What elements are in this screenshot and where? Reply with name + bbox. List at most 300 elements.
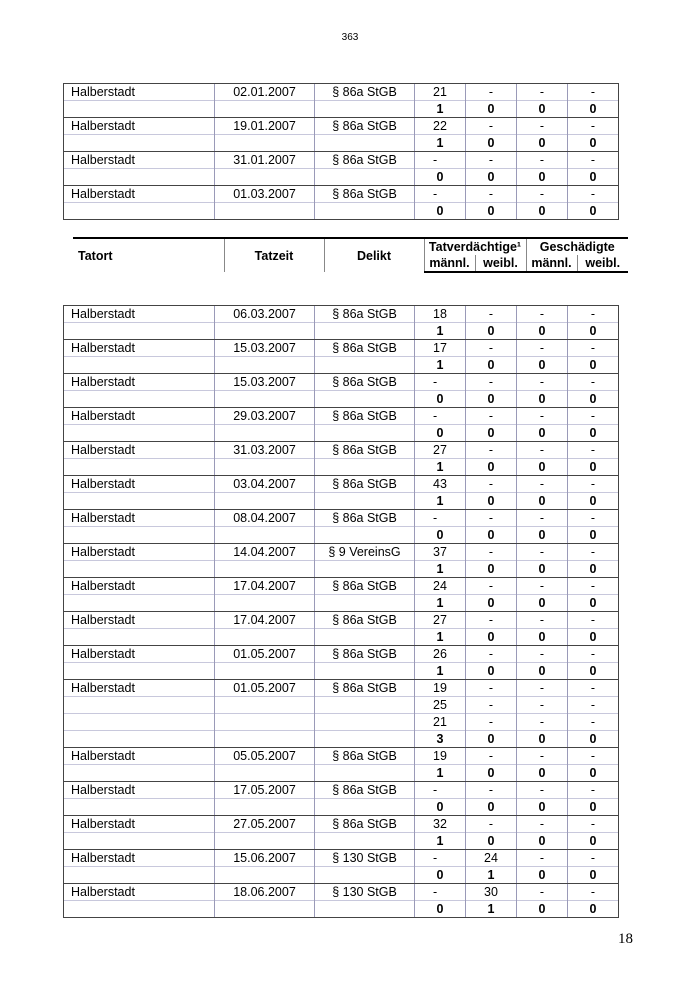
g-maennl-cell: 0 [517, 203, 568, 220]
table-row [64, 850, 619, 867]
g-maennl-cell: 0 [517, 323, 568, 340]
tatort-cell [64, 169, 215, 186]
g-weibl-cell: - [568, 578, 619, 595]
g-weibl-cell: 0 [568, 527, 619, 544]
g-weibl-cell: - [568, 748, 619, 765]
total-row [64, 135, 619, 152]
delikt-cell: § 86a StGB [315, 340, 415, 357]
total-row [64, 459, 619, 476]
delikt-cell: § 86a StGB [315, 374, 415, 391]
g-maennl-cell: - [517, 84, 568, 101]
delikt-cell [315, 663, 415, 680]
tv-maennl-cell: 17 [415, 340, 466, 357]
table-row [64, 152, 619, 169]
g-maennl-cell: - [517, 544, 568, 561]
tv-weibl-cell: - [466, 84, 517, 101]
tv-maennl-cell: 1 [415, 101, 466, 118]
g-weibl-cell: 0 [568, 493, 619, 510]
g-weibl-cell: 0 [568, 459, 619, 476]
g-maennl-cell: 0 [517, 799, 568, 816]
g-maennl-cell: 0 [517, 425, 568, 442]
g-weibl-cell: - [568, 340, 619, 357]
total-row [64, 629, 619, 646]
tatzeit-cell: 14.04.2007 [215, 544, 315, 561]
delikt-cell [315, 323, 415, 340]
tatzeit-cell [215, 867, 315, 884]
g-weibl-cell: - [568, 612, 619, 629]
header-weibl-g: weibl. [577, 255, 628, 272]
tv-weibl-cell: 24 [466, 850, 517, 867]
tatzeit-cell [215, 425, 315, 442]
tatort-cell [64, 799, 215, 816]
tv-weibl-cell: 0 [466, 425, 517, 442]
tatzeit-cell: 31.03.2007 [215, 442, 315, 459]
tatort-cell [64, 135, 215, 152]
tatort-cell [64, 697, 215, 714]
tatort-cell: Halberstadt [64, 510, 215, 527]
tatort-cell [64, 731, 215, 748]
header-maennl-tv: männl. [424, 255, 475, 272]
tv-maennl-cell: 1 [415, 459, 466, 476]
tv-maennl-cell: 24 [415, 578, 466, 595]
tv-maennl-cell: - [415, 510, 466, 527]
tv-weibl-cell: 0 [466, 203, 517, 220]
table-row [64, 84, 619, 101]
tatzeit-cell: 02.01.2007 [215, 84, 315, 101]
tv-maennl-cell: 1 [415, 833, 466, 850]
g-weibl-cell: - [568, 306, 619, 323]
tv-weibl-cell: - [466, 306, 517, 323]
tv-weibl-cell: 0 [466, 595, 517, 612]
g-maennl-cell: - [517, 152, 568, 169]
tv-weibl-cell: - [466, 118, 517, 135]
tv-maennl-cell: 1 [415, 493, 466, 510]
tatort-cell: Halberstadt [64, 612, 215, 629]
delikt-cell: § 9 VereinsG [315, 544, 415, 561]
tatzeit-cell: 15.03.2007 [215, 374, 315, 391]
total-row [64, 833, 619, 850]
g-maennl-cell: 0 [517, 629, 568, 646]
tv-weibl-cell: 1 [466, 867, 517, 884]
tatzeit-cell: 06.03.2007 [215, 306, 315, 323]
g-weibl-cell: - [568, 408, 619, 425]
tatort-cell: Halberstadt [64, 186, 215, 203]
g-maennl-cell: - [517, 884, 568, 901]
header-tatverdaechtige: Tatverdächtige¹ [424, 238, 526, 255]
tatort-cell [64, 101, 215, 118]
g-maennl-cell: - [517, 782, 568, 799]
g-weibl-cell: - [568, 850, 619, 867]
delikt-cell [315, 833, 415, 850]
tatzeit-cell: 19.01.2007 [215, 118, 315, 135]
g-weibl-cell: 0 [568, 663, 619, 680]
tatzeit-cell: 15.03.2007 [215, 340, 315, 357]
tatzeit-cell [215, 527, 315, 544]
g-maennl-cell: - [517, 306, 568, 323]
tv-weibl-cell: - [466, 544, 517, 561]
header-tatzeit: Tatzeit [224, 238, 324, 272]
tv-maennl-cell: 0 [415, 527, 466, 544]
g-weibl-cell: 0 [568, 595, 619, 612]
tatort-cell: Halberstadt [64, 476, 215, 493]
tv-weibl-cell: 0 [466, 493, 517, 510]
tatort-cell: Halberstadt [64, 782, 215, 799]
delikt-cell [315, 203, 415, 220]
g-weibl-cell: - [568, 374, 619, 391]
delikt-cell [315, 731, 415, 748]
total-row [64, 493, 619, 510]
tatort-cell [64, 629, 215, 646]
tv-maennl-cell: 19 [415, 748, 466, 765]
tatort-cell [64, 833, 215, 850]
tatort-cell [64, 561, 215, 578]
table-row [64, 816, 619, 833]
delikt-cell: § 86a StGB [315, 84, 415, 101]
table-row [64, 697, 619, 714]
tatzeit-cell [215, 663, 315, 680]
delikt-cell: § 86a StGB [315, 510, 415, 527]
delikt-cell [315, 901, 415, 918]
tv-maennl-cell: 26 [415, 646, 466, 663]
tatort-cell [64, 527, 215, 544]
tatzeit-cell: 01.05.2007 [215, 680, 315, 697]
tv-weibl-cell: - [466, 714, 517, 731]
table-row [64, 118, 619, 135]
g-weibl-cell: 0 [568, 391, 619, 408]
g-maennl-cell: - [517, 510, 568, 527]
g-weibl-cell: - [568, 186, 619, 203]
tv-maennl-cell: - [415, 782, 466, 799]
tatort-cell: Halberstadt [64, 152, 215, 169]
delikt-cell: § 130 StGB [315, 884, 415, 901]
delikt-cell: § 86a StGB [315, 578, 415, 595]
table-row [64, 578, 619, 595]
tatzeit-cell: 17.04.2007 [215, 612, 315, 629]
tv-weibl-cell: 30 [466, 884, 517, 901]
tv-maennl-cell: 3 [415, 731, 466, 748]
g-maennl-cell: 0 [517, 901, 568, 918]
delikt-cell [315, 391, 415, 408]
tv-weibl-cell: - [466, 186, 517, 203]
total-row [64, 391, 619, 408]
tv-weibl-cell: - [466, 816, 517, 833]
tv-weibl-cell: 0 [466, 629, 517, 646]
tatort-cell: Halberstadt [64, 442, 215, 459]
tatzeit-cell [215, 101, 315, 118]
g-maennl-cell: - [517, 816, 568, 833]
tv-maennl-cell: 25 [415, 697, 466, 714]
g-weibl-cell: - [568, 118, 619, 135]
tatzeit-cell: 31.01.2007 [215, 152, 315, 169]
tv-maennl-cell: 0 [415, 391, 466, 408]
delikt-cell: § 86a StGB [315, 782, 415, 799]
delikt-cell [315, 459, 415, 476]
column-header [73, 237, 628, 273]
g-weibl-cell: 0 [568, 629, 619, 646]
tatort-cell: Halberstadt [64, 118, 215, 135]
tatzeit-cell [215, 833, 315, 850]
tatort-cell: Halberstadt [64, 306, 215, 323]
tatort-cell: Halberstadt [64, 748, 215, 765]
delikt-cell: § 86a StGB [315, 306, 415, 323]
table-row [64, 510, 619, 527]
tatzeit-cell [215, 323, 315, 340]
delikt-cell: § 86a StGB [315, 118, 415, 135]
tv-maennl-cell: 1 [415, 595, 466, 612]
tv-maennl-cell: 0 [415, 867, 466, 884]
g-weibl-cell: - [568, 510, 619, 527]
g-weibl-cell: 0 [568, 867, 619, 884]
delikt-cell [315, 135, 415, 152]
tv-maennl-cell: 18 [415, 306, 466, 323]
g-maennl-cell: 0 [517, 833, 568, 850]
header-weibl-tv: weibl. [475, 255, 526, 272]
tv-maennl-cell: 43 [415, 476, 466, 493]
delikt-cell: § 86a StGB [315, 612, 415, 629]
tv-maennl-cell: 32 [415, 816, 466, 833]
tatzeit-cell [215, 459, 315, 476]
tv-maennl-cell: 0 [415, 799, 466, 816]
delikt-cell [315, 867, 415, 884]
tatzeit-cell [215, 799, 315, 816]
tv-weibl-cell: - [466, 374, 517, 391]
g-weibl-cell: 0 [568, 833, 619, 850]
delikt-cell: § 86a StGB [315, 442, 415, 459]
tv-weibl-cell: - [466, 612, 517, 629]
g-maennl-cell: - [517, 697, 568, 714]
tatort-cell [64, 425, 215, 442]
header-delikt: Delikt [324, 238, 424, 272]
g-weibl-cell: 0 [568, 425, 619, 442]
tatzeit-cell [215, 357, 315, 374]
tatort-cell [64, 867, 215, 884]
g-maennl-cell: 0 [517, 561, 568, 578]
tv-weibl-cell: 0 [466, 799, 517, 816]
tv-weibl-cell: 0 [466, 391, 517, 408]
total-row [64, 101, 619, 118]
tv-weibl-cell: 0 [466, 323, 517, 340]
delikt-cell [315, 697, 415, 714]
tv-weibl-cell: - [466, 152, 517, 169]
g-weibl-cell: - [568, 152, 619, 169]
tv-maennl-cell: 1 [415, 323, 466, 340]
g-maennl-cell: 0 [517, 595, 568, 612]
tatzeit-cell: 27.05.2007 [215, 816, 315, 833]
g-weibl-cell: 0 [568, 323, 619, 340]
tatort-cell: Halberstadt [64, 850, 215, 867]
delikt-cell [315, 493, 415, 510]
total-row [64, 203, 619, 220]
tv-weibl-cell: - [466, 680, 517, 697]
delikt-cell: § 86a StGB [315, 186, 415, 203]
tv-maennl-cell: 1 [415, 629, 466, 646]
delikt-cell: § 86a StGB [315, 476, 415, 493]
tatort-cell: Halberstadt [64, 340, 215, 357]
tatort-cell: Halberstadt [64, 408, 215, 425]
g-maennl-cell: 0 [517, 765, 568, 782]
table-row [64, 612, 619, 629]
g-weibl-cell: 0 [568, 731, 619, 748]
tv-weibl-cell: - [466, 646, 517, 663]
tatzeit-cell [215, 493, 315, 510]
tatzeit-cell [215, 391, 315, 408]
delikt-cell [315, 595, 415, 612]
tv-maennl-cell: 37 [415, 544, 466, 561]
g-maennl-cell: 0 [517, 459, 568, 476]
tv-weibl-cell: - [466, 782, 517, 799]
total-row [64, 323, 619, 340]
g-weibl-cell: 0 [568, 901, 619, 918]
delikt-cell: § 86a StGB [315, 152, 415, 169]
tv-maennl-cell: - [415, 374, 466, 391]
g-weibl-cell: - [568, 697, 619, 714]
tv-maennl-cell: - [415, 850, 466, 867]
g-weibl-cell: - [568, 84, 619, 101]
table-row [64, 476, 619, 493]
g-weibl-cell: 0 [568, 561, 619, 578]
tatzeit-cell [215, 135, 315, 152]
g-maennl-cell: - [517, 748, 568, 765]
tv-maennl-cell: 0 [415, 901, 466, 918]
table-row [64, 646, 619, 663]
delikt-cell [315, 101, 415, 118]
tv-maennl-cell: - [415, 186, 466, 203]
tatort-cell [64, 357, 215, 374]
tatzeit-cell: 01.03.2007 [215, 186, 315, 203]
tatort-cell: Halberstadt [64, 646, 215, 663]
tv-maennl-cell: 27 [415, 442, 466, 459]
delikt-cell: § 86a StGB [315, 408, 415, 425]
g-weibl-cell: - [568, 884, 619, 901]
case-table-main [63, 305, 619, 918]
tv-weibl-cell: - [466, 340, 517, 357]
tv-maennl-cell: 21 [415, 84, 466, 101]
tatzeit-cell: 18.06.2007 [215, 884, 315, 901]
tatort-cell [64, 323, 215, 340]
tv-maennl-cell: - [415, 152, 466, 169]
g-maennl-cell: 0 [517, 357, 568, 374]
g-weibl-cell: - [568, 714, 619, 731]
g-weibl-cell: - [568, 544, 619, 561]
g-weibl-cell: - [568, 442, 619, 459]
delikt-cell [315, 357, 415, 374]
g-maennl-cell: - [517, 850, 568, 867]
tatzeit-cell [215, 169, 315, 186]
tatzeit-cell: 15.06.2007 [215, 850, 315, 867]
tatzeit-cell: 05.05.2007 [215, 748, 315, 765]
g-weibl-cell: - [568, 680, 619, 697]
delikt-cell: § 86a StGB [315, 816, 415, 833]
g-maennl-cell: 0 [517, 493, 568, 510]
tv-weibl-cell: - [466, 442, 517, 459]
tatort-cell [64, 663, 215, 680]
tatzeit-cell [215, 595, 315, 612]
tv-maennl-cell: 0 [415, 169, 466, 186]
tatort-cell: Halberstadt [64, 544, 215, 561]
tv-weibl-cell: 0 [466, 169, 517, 186]
g-maennl-cell: 0 [517, 391, 568, 408]
g-maennl-cell: - [517, 714, 568, 731]
g-maennl-cell: 0 [517, 169, 568, 186]
tatzeit-cell [215, 901, 315, 918]
tatort-cell: Halberstadt [64, 578, 215, 595]
tv-maennl-cell: 1 [415, 135, 466, 152]
tv-weibl-cell: - [466, 476, 517, 493]
tatort-cell: Halberstadt [64, 884, 215, 901]
tatzeit-cell: 29.03.2007 [215, 408, 315, 425]
tv-weibl-cell: 0 [466, 459, 517, 476]
tatort-cell: Halberstadt [64, 374, 215, 391]
page-number-bottom: 18 [618, 931, 633, 947]
total-row [64, 663, 619, 680]
tv-maennl-cell: 27 [415, 612, 466, 629]
total-row [64, 425, 619, 442]
total-row [64, 527, 619, 544]
table-row [64, 374, 619, 391]
g-maennl-cell: 0 [517, 101, 568, 118]
tatzeit-cell: 17.05.2007 [215, 782, 315, 799]
delikt-cell [315, 561, 415, 578]
tatort-cell [64, 493, 215, 510]
tv-maennl-cell: 0 [415, 425, 466, 442]
case-table-top [63, 83, 619, 220]
g-weibl-cell: - [568, 476, 619, 493]
tatort-cell [64, 595, 215, 612]
g-weibl-cell: 0 [568, 169, 619, 186]
header-tatort: Tatort [73, 238, 224, 272]
tv-weibl-cell: 0 [466, 765, 517, 782]
g-maennl-cell: - [517, 186, 568, 203]
table-row [64, 186, 619, 203]
g-maennl-cell: - [517, 680, 568, 697]
g-maennl-cell: 0 [517, 135, 568, 152]
tv-maennl-cell: 1 [415, 357, 466, 374]
tatzeit-cell: 03.04.2007 [215, 476, 315, 493]
table-row [64, 714, 619, 731]
tv-weibl-cell: 0 [466, 663, 517, 680]
tatzeit-cell [215, 629, 315, 646]
table-row [64, 680, 619, 697]
g-maennl-cell: - [517, 340, 568, 357]
g-weibl-cell: 0 [568, 203, 619, 220]
total-row [64, 867, 619, 884]
delikt-cell [315, 425, 415, 442]
tatzeit-cell: 01.05.2007 [215, 646, 315, 663]
tatzeit-cell [215, 203, 315, 220]
tv-weibl-cell: - [466, 408, 517, 425]
tatzeit-cell [215, 561, 315, 578]
tatzeit-cell: 17.04.2007 [215, 578, 315, 595]
delikt-cell [315, 765, 415, 782]
g-weibl-cell: 0 [568, 765, 619, 782]
total-row [64, 561, 619, 578]
tv-weibl-cell: 0 [466, 527, 517, 544]
page-number-top: 363 [341, 32, 359, 43]
tatzeit-cell [215, 697, 315, 714]
tatort-cell [64, 714, 215, 731]
tatzeit-cell [215, 765, 315, 782]
tv-weibl-cell: 0 [466, 101, 517, 118]
table-row [64, 408, 619, 425]
tv-maennl-cell: 0 [415, 203, 466, 220]
tv-weibl-cell: - [466, 578, 517, 595]
table-row [64, 544, 619, 561]
tatort-cell [64, 901, 215, 918]
g-maennl-cell: - [517, 476, 568, 493]
g-maennl-cell: 0 [517, 527, 568, 544]
delikt-cell: § 86a StGB [315, 680, 415, 697]
table-row [64, 748, 619, 765]
